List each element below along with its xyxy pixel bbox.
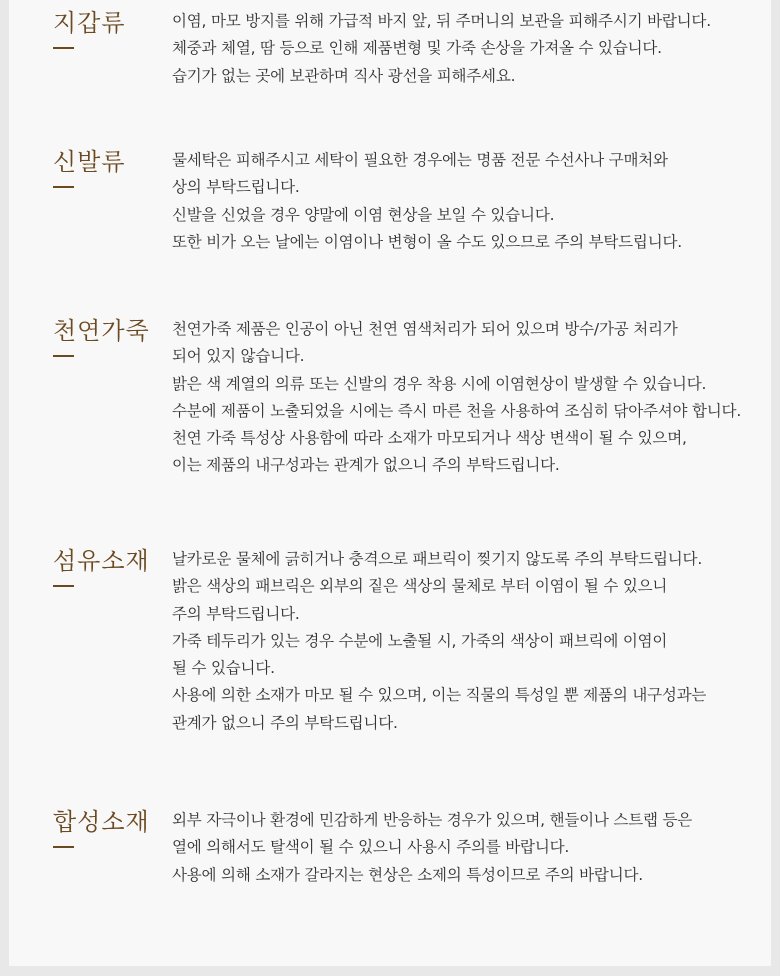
body-line: 가죽 테두리가 있는 경우 수분에 노출될 시, 가죽의 색상이 패브릭에 이염이 [172, 631, 668, 650]
title-underline [53, 355, 74, 357]
body-line: 또한 비가 오는 날에는 이염이나 변형이 올 수도 있으므로 주의 부탁드립니다. [172, 232, 682, 251]
body-line: 밝은 색 계열의 의류 또는 신발의 경우 착용 시에 이염현상이 발생할 수 있습니다. [172, 374, 707, 393]
section-body [172, 807, 772, 889]
section-body [172, 8, 772, 90]
body-line: 되어 있지 않습니다. [172, 347, 305, 366]
section-title: 섬유소재 [53, 547, 150, 575]
body-line: 습기가 없는 곳에 보관하며 직사 광선을 피해주세요. [172, 66, 516, 85]
section-title: 천연가죽 [53, 317, 150, 345]
body-line: 수분에 제품이 노출되었을 시에는 즉시 마른 천을 사용하여 조심히 닦아주셔야 합니다. [172, 401, 742, 420]
body-line: 밝은 색상의 패브릭은 외부의 짙은 색상의 물체로 부터 이염이 될 수 있으니 [172, 577, 668, 596]
body-line: 천연 가죽 특성상 사용함에 따라 소재가 마모되거나 색상 변색이 될 수 있으며, [172, 429, 687, 448]
body-line: 될 수 있습니다. [172, 659, 275, 678]
body-line: 날카로운 물체에 긁히거나 충격으로 패브릭이 찢기지 않도록 주의 부탁드립니다. [172, 550, 703, 568]
body-line: 관계가 없으니 주의 부탁드립니다. [172, 713, 398, 732]
section-body [172, 316, 772, 480]
body-line: 열에 의해서도 탈색이 될 수 있으니 사용시 주의를 바랍니다. [172, 838, 570, 857]
body-line: 외부 자극이나 환경에 민감하게 반응하는 경우가 있으며, 핸들이나 스트랩 등은 [172, 811, 693, 829]
body-line: 체중과 체열, 땀 등으로 인해 제품변형 및 가죽 손상을 가져올 수 있습니다. [172, 39, 662, 58]
section-body [172, 147, 772, 256]
body-line: 물세탁은 피해주시고 세탁이 필요한 경우에는 명품 전문 수선사나 구매처와 [172, 151, 668, 169]
section-title: 신발류 [53, 148, 126, 176]
body-line: 이는 제품의 내구성과는 관계가 없으니 주의 부탁드립니다. [172, 456, 560, 475]
section-title: 지갑류 [53, 9, 126, 37]
care-guide-panel [9, 0, 771, 966]
body-line: 천연가죽 제품은 인공이 아닌 천연 염색처리가 되어 있으며 방수/가공 처리가 [172, 320, 678, 338]
body-line: 이염, 마모 방지를 위해 가급적 바지 앞, 뒤 주머니의 보관을 피해주시기 바랍니다. [172, 12, 711, 30]
title-underline [53, 186, 74, 188]
section-body [172, 546, 772, 737]
section-title: 합성소재 [53, 808, 150, 836]
body-line: 주의 부탁드립니다. [172, 604, 300, 623]
body-line: 상의 부탁드립니다. [172, 178, 300, 197]
title-underline [53, 585, 74, 587]
body-line: 사용에 의한 소재가 마모 될 수 있으며, 이는 직물의 특성일 뿐 제품의 내구성과는 [172, 686, 707, 705]
title-underline [53, 47, 74, 49]
body-line: 신발을 신었을 경우 양말에 이염 현상을 보일 수 있습니다. [172, 205, 555, 224]
title-underline [53, 846, 74, 848]
body-line: 사용에 의해 소재가 갈라지는 현상은 소제의 특성이므로 주의 바랍니다. [172, 865, 643, 884]
